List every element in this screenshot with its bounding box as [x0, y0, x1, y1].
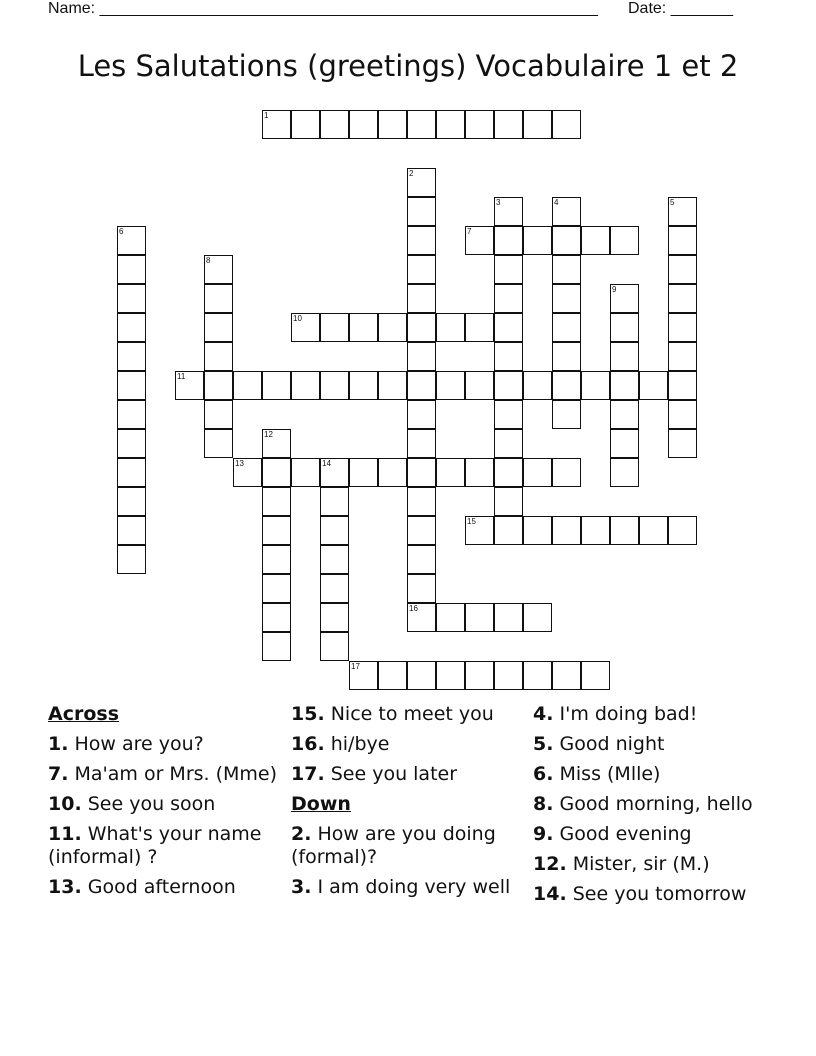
grid-cell[interactable]	[668, 255, 697, 284]
clue-number: 9	[612, 285, 617, 294]
grid-cell[interactable]	[523, 371, 552, 400]
grid-cell[interactable]	[349, 313, 378, 342]
grid-cell[interactable]	[465, 313, 494, 342]
grid-cell[interactable]	[349, 458, 378, 487]
grid-cell[interactable]	[117, 458, 146, 487]
grid-cell[interactable]	[494, 313, 523, 342]
clues-column-1	[48, 703, 280, 906]
clue-number: 7	[467, 227, 472, 236]
grid-cell[interactable]	[204, 400, 233, 429]
clue-down-3: 3. I am doing very well	[291, 876, 511, 898]
grid-cell[interactable]	[320, 516, 349, 545]
grid-cell[interactable]	[320, 632, 349, 661]
clue-number: 12	[264, 430, 273, 439]
grid-cell[interactable]	[204, 342, 233, 371]
grid-cell[interactable]	[262, 371, 291, 400]
grid-cell[interactable]	[523, 226, 552, 255]
grid-cell[interactable]	[552, 313, 581, 342]
grid-cell[interactable]	[117, 429, 146, 458]
grid-cell[interactable]	[581, 661, 610, 690]
grid-cell[interactable]	[117, 284, 146, 313]
grid-cell[interactable]	[378, 371, 407, 400]
grid-cell[interactable]	[610, 342, 639, 371]
grid-cell[interactable]	[494, 487, 523, 516]
grid-cell[interactable]	[175, 371, 204, 400]
grid-cell[interactable]	[668, 197, 697, 226]
grid-cell[interactable]	[436, 371, 465, 400]
grid-cell[interactable]	[407, 603, 436, 632]
across-heading: Across	[48, 703, 120, 725]
grid-cell[interactable]	[610, 284, 639, 313]
grid-cell[interactable]	[349, 371, 378, 400]
grid-cell[interactable]	[668, 516, 697, 545]
grid-cell[interactable]	[581, 226, 610, 255]
grid-cell[interactable]	[407, 487, 436, 516]
grid-cell[interactable]	[117, 226, 146, 255]
grid-cell[interactable]	[465, 661, 494, 690]
grid-cell[interactable]	[349, 110, 378, 139]
grid-cell[interactable]	[494, 400, 523, 429]
clue-number: 16	[409, 604, 418, 613]
grid-cell[interactable]	[494, 197, 523, 226]
grid-cell[interactable]	[262, 516, 291, 545]
grid-cell[interactable]	[436, 603, 465, 632]
clue-across-15: 15. Nice to meet you	[291, 703, 494, 725]
grid-cell[interactable]	[262, 458, 291, 487]
grid-cell[interactable]	[407, 284, 436, 313]
clue-across-10: 10. See you soon	[48, 793, 216, 815]
clues-column-3	[533, 703, 765, 913]
clue-across-7: 7. Ma'am or Mrs. (Mme)	[48, 763, 278, 785]
grid-cell[interactable]	[610, 458, 639, 487]
grid-cell[interactable]	[407, 255, 436, 284]
grid-cell[interactable]	[378, 110, 407, 139]
clue-across-13: 13. Good afternoon	[48, 876, 236, 898]
clue-number: 2	[409, 169, 414, 178]
grid-cell[interactable]	[204, 429, 233, 458]
grid-cell[interactable]	[552, 342, 581, 371]
grid-cell[interactable]	[407, 516, 436, 545]
clue-down-5: 5. Good night	[533, 733, 665, 755]
grid-cell[interactable]	[262, 574, 291, 603]
grid-cell[interactable]	[262, 110, 291, 139]
grid-cell[interactable]	[204, 313, 233, 342]
clue-down-12: 12. Mister, sir (M.)	[533, 853, 710, 875]
grid-cell[interactable]	[262, 429, 291, 458]
grid-cell[interactable]	[320, 603, 349, 632]
grid-cell[interactable]	[668, 342, 697, 371]
clue-number: 4	[554, 198, 559, 207]
grid-cell[interactable]	[668, 429, 697, 458]
grid-cell[interactable]	[465, 603, 494, 632]
grid-cell[interactable]	[407, 574, 436, 603]
grid-cell[interactable]	[320, 313, 349, 342]
clue-number: 5	[670, 198, 675, 207]
grid-cell[interactable]	[349, 661, 378, 690]
grid-cell[interactable]	[552, 458, 581, 487]
grid-cell[interactable]	[668, 371, 697, 400]
date-field-label[interactable]: Date: _______	[628, 0, 733, 17]
clue-number: 17	[351, 662, 360, 671]
grid-cell[interactable]	[552, 661, 581, 690]
grid-cell[interactable]	[523, 603, 552, 632]
grid-cell[interactable]	[117, 487, 146, 516]
grid-cell[interactable]	[552, 110, 581, 139]
grid-cell[interactable]	[117, 342, 146, 371]
grid-cell[interactable]	[581, 371, 610, 400]
grid-cell[interactable]	[465, 516, 494, 545]
grid-cell[interactable]	[523, 458, 552, 487]
clue-number: 6	[119, 227, 124, 236]
grid-cell[interactable]	[262, 487, 291, 516]
grid-cell[interactable]	[552, 516, 581, 545]
grid-cell[interactable]	[407, 400, 436, 429]
grid-cell[interactable]	[407, 110, 436, 139]
grid-cell[interactable]	[494, 603, 523, 632]
grid-cell[interactable]	[320, 371, 349, 400]
grid-cell[interactable]	[523, 661, 552, 690]
clue-across-1: 1. How are you?	[48, 733, 204, 755]
clue-number: 15	[467, 517, 476, 526]
clues-column-2	[291, 703, 523, 906]
grid-cell[interactable]	[407, 313, 436, 342]
grid-cell[interactable]	[494, 661, 523, 690]
grid-cell[interactable]	[262, 603, 291, 632]
clue-down-4: 4. I'm doing bad!	[533, 703, 698, 725]
clue-number: 1	[264, 111, 269, 120]
grid-cell[interactable]	[407, 371, 436, 400]
grid-cell[interactable]	[668, 400, 697, 429]
clue-down-9: 9. Good evening	[533, 823, 692, 845]
grid-cell[interactable]	[494, 284, 523, 313]
grid-cell[interactable]	[465, 110, 494, 139]
grid-cell[interactable]	[668, 284, 697, 313]
grid-cell[interactable]	[610, 313, 639, 342]
grid-cell[interactable]	[407, 458, 436, 487]
grid-cell[interactable]	[204, 371, 233, 400]
grid-cell[interactable]	[436, 661, 465, 690]
clue-number: 8	[206, 256, 211, 265]
grid-cell[interactable]	[204, 255, 233, 284]
grid-cell[interactable]	[407, 197, 436, 226]
clue-number: 13	[235, 459, 244, 468]
clue-across-17: 17. See you later	[291, 763, 458, 785]
grid-cell[interactable]	[552, 400, 581, 429]
grid-cell[interactable]	[233, 371, 262, 400]
grid-cell[interactable]	[320, 458, 349, 487]
grid-cell[interactable]	[465, 458, 494, 487]
grid-cell[interactable]	[117, 516, 146, 545]
down-heading: Down	[291, 793, 351, 815]
grid-cell[interactable]	[291, 110, 320, 139]
grid-cell[interactable]	[639, 371, 668, 400]
clue-down-8: 8. Good morning, hello	[533, 793, 753, 815]
grid-cell[interactable]	[407, 429, 436, 458]
grid-cell[interactable]	[668, 313, 697, 342]
grid-cell[interactable]	[117, 545, 146, 574]
grid-cell[interactable]	[378, 661, 407, 690]
grid-cell[interactable]	[291, 371, 320, 400]
name-field-label[interactable]: Name: ________________________________________________________	[48, 0, 598, 17]
grid-cell[interactable]	[494, 226, 523, 255]
grid-cell[interactable]	[494, 255, 523, 284]
grid-cell[interactable]	[523, 516, 552, 545]
grid-cell[interactable]	[320, 487, 349, 516]
grid-cell[interactable]	[610, 400, 639, 429]
grid-cell[interactable]	[262, 545, 291, 574]
clue-down-6: 6. Miss (Mlle)	[533, 763, 661, 785]
clue-across-11: 11. What's your name (informal) ?	[48, 823, 262, 868]
grid-cell[interactable]	[407, 226, 436, 255]
grid-cell[interactable]	[494, 371, 523, 400]
grid-cell[interactable]	[291, 458, 320, 487]
grid-cell[interactable]	[610, 516, 639, 545]
grid-cell[interactable]	[262, 632, 291, 661]
grid-cell[interactable]	[320, 545, 349, 574]
grid-cell[interactable]	[552, 284, 581, 313]
clue-number: 11	[177, 372, 186, 381]
grid-cell[interactable]	[494, 458, 523, 487]
grid-cell[interactable]	[291, 313, 320, 342]
clue-number: 14	[322, 459, 331, 468]
clue-down-14: 14. See you tomorrow	[533, 883, 747, 905]
grid-cell[interactable]	[407, 545, 436, 574]
grid-cell[interactable]	[639, 516, 668, 545]
grid-cell[interactable]	[378, 313, 407, 342]
grid-cell[interactable]	[117, 371, 146, 400]
clue-across-16: 16. hi/bye	[291, 733, 390, 755]
grid-cell[interactable]	[610, 429, 639, 458]
grid-cell[interactable]	[552, 197, 581, 226]
grid-cell[interactable]	[233, 458, 262, 487]
grid-cell[interactable]	[117, 313, 146, 342]
grid-cell[interactable]	[552, 226, 581, 255]
grid-cell[interactable]	[552, 371, 581, 400]
grid-cell[interactable]	[117, 400, 146, 429]
clue-number: 3	[496, 198, 501, 207]
grid-cell[interactable]	[494, 429, 523, 458]
grid-cell[interactable]	[581, 516, 610, 545]
grid-cell[interactable]	[320, 110, 349, 139]
grid-cell[interactable]	[436, 110, 465, 139]
grid-cell[interactable]	[117, 255, 146, 284]
grid-cell[interactable]	[407, 168, 436, 197]
grid-cell[interactable]	[465, 371, 494, 400]
grid-cell[interactable]	[407, 342, 436, 371]
grid-cell[interactable]	[552, 255, 581, 284]
grid-cell[interactable]	[407, 661, 436, 690]
page-title: Les Salutations (greetings) Vocabulaire 1 et 2	[77, 49, 739, 83]
clue-number: 10	[293, 314, 302, 323]
grid-cell[interactable]	[436, 458, 465, 487]
grid-cell[interactable]	[436, 313, 465, 342]
grid-cell[interactable]	[610, 226, 639, 255]
grid-cell[interactable]	[204, 284, 233, 313]
grid-cell[interactable]	[523, 110, 552, 139]
grid-cell[interactable]	[378, 458, 407, 487]
grid-cell[interactable]	[494, 110, 523, 139]
clue-down-2: 2. How are you doing (formal)?	[291, 823, 496, 868]
grid-cell[interactable]	[494, 516, 523, 545]
grid-cell[interactable]	[668, 226, 697, 255]
grid-cell[interactable]	[494, 342, 523, 371]
grid-cell[interactable]	[465, 226, 494, 255]
grid-cell[interactable]	[320, 574, 349, 603]
grid-cell[interactable]	[610, 371, 639, 400]
